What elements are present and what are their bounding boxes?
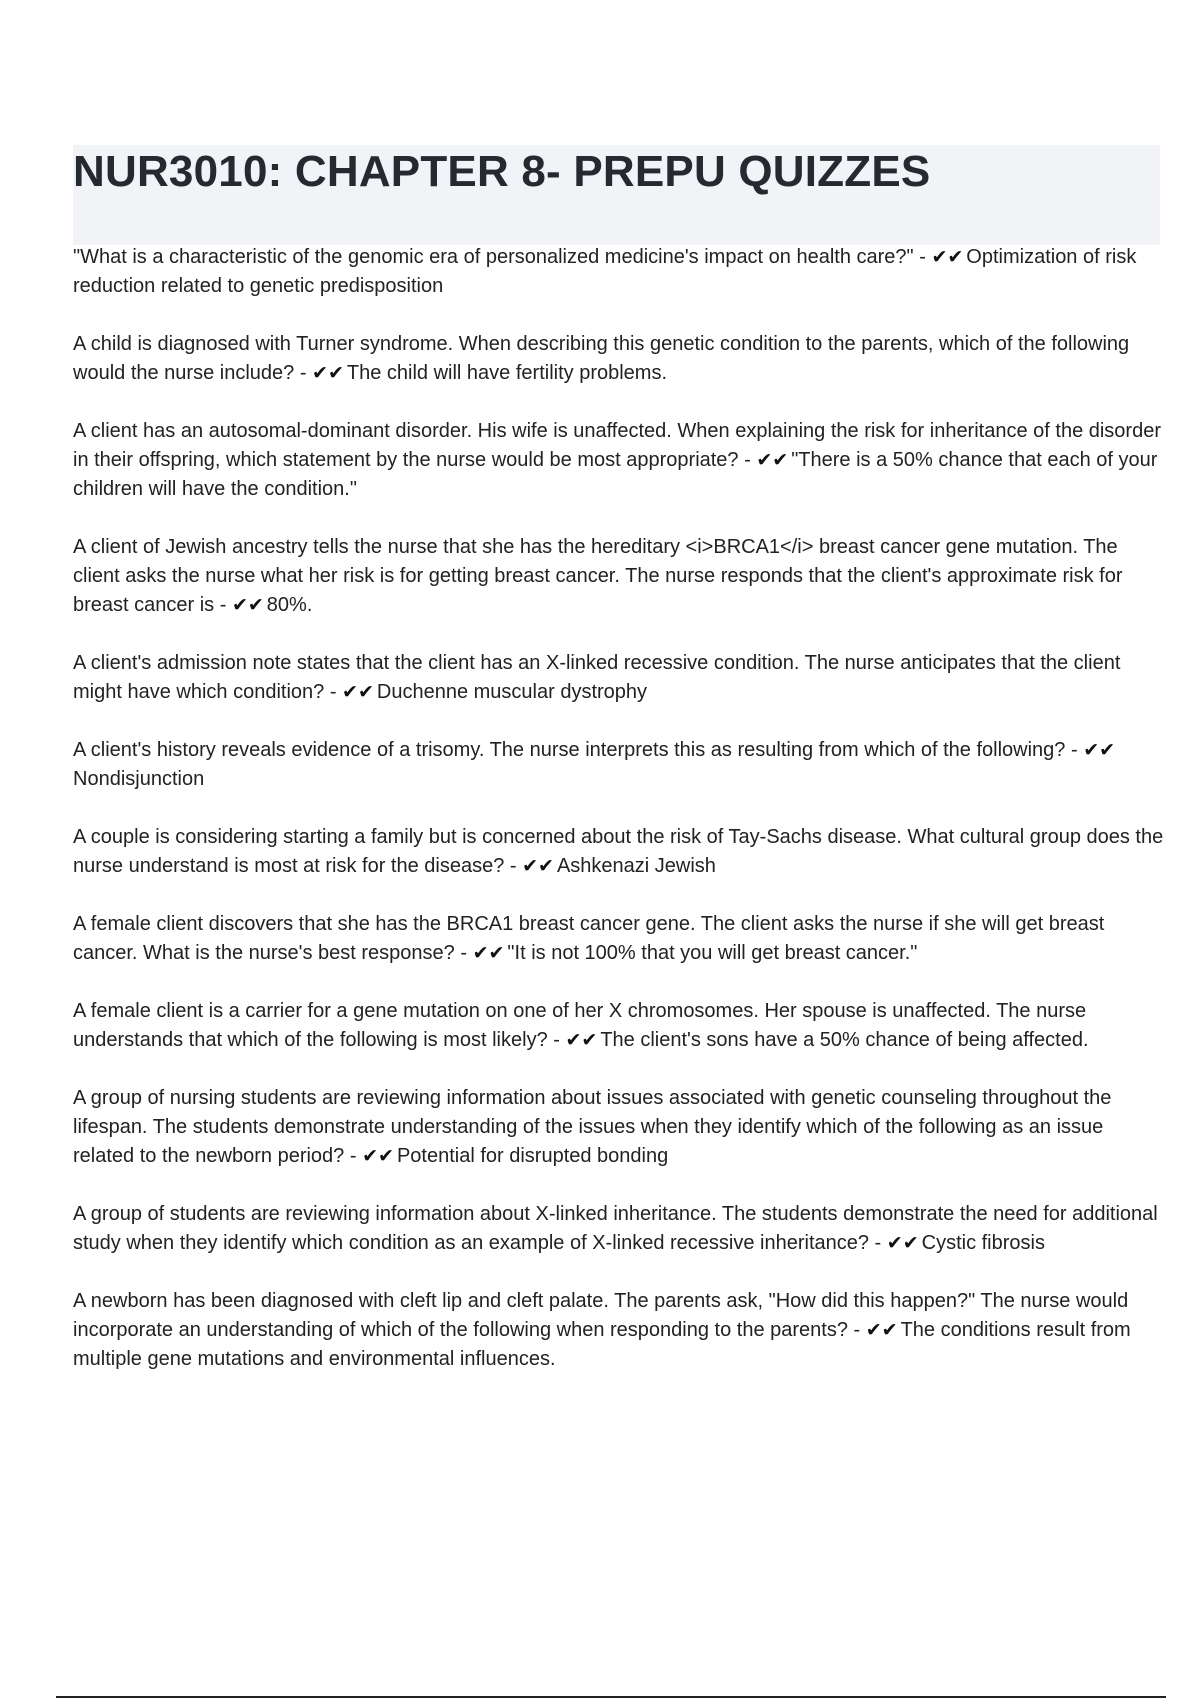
answer-text: Cystic fibrosis [921,1232,1045,1254]
answer-text: 80%. [266,594,313,616]
question-text: A group of students are reviewing information about X-linked inheritance. The students demonstrate the need for additional study when they identify which condition as an example of X-linked recessive inheritance? [73,1203,1158,1254]
question-text: A client has an autosomal-dominant disorder. His wife is unaffected. When explaining the risk for inheritance of the disorder in their offspring, which statement by the nurse would be most appropriate? [73,420,1161,471]
question-text: A female client is a carrier for a gene mutation on one of her X chromosomes. Her spouse is unaffected. The nurse understands that which of the following is most likely? [73,1000,1087,1051]
question-text: "What is a characteristic of the genomic era of personalized medicine's impact on health care?" [73,246,914,268]
qa-list [73,243,1165,1403]
question-text: A client of Jewish ancestry tells the nurse that she has the hereditary <i>BRCA1</i> breast cancer gene mutation. The client asks the nurse what her risk is for getting breast cancer. The nurse responds that the client's approximate risk for breast cancer is [73,536,1123,616]
separator: - [344,1145,363,1167]
check-icon: ✔✔ [472,943,505,964]
qa-item [73,330,1165,388]
qa-item [73,736,1165,794]
qa-item [73,533,1165,620]
question-text: A newborn has been diagnosed with cleft lip and cleft palate. The parents ask, "How did this happen?" The nurse would incorporate an understanding of which of the following when responding to the parents? [73,1290,1129,1341]
check-icon: ✔✔ [886,1233,919,1254]
qa-item [73,1200,1165,1258]
separator: - [913,246,932,268]
check-icon: ✔✔ [756,450,789,471]
separator: - [869,1232,887,1254]
question-text: A couple is considering starting a family but is concerned about the risk of Tay-Sachs disease. What cultural group does the nurse understand is most at risk for the disease? [73,826,1164,877]
check-icon: ✔✔ [565,1030,598,1051]
answer-text: The conditions result from multiple gene mutations and environmental influences. [73,1319,1131,1370]
check-icon: ✔✔ [231,595,264,616]
qa-item [73,243,1165,301]
check-icon: ✔✔ [312,363,344,384]
qa-item [73,649,1165,707]
check-icon: ✔✔ [342,682,374,703]
answer-text: "There is a 50% chance that each of your children will have the condition." [73,449,1158,500]
question-text: A child is diagnosed with Turner syndrome. When describing this genetic condition to the parents, which of the following would the nurse include? [73,333,1130,384]
question-text: A female client discovers that she has the BRCA1 breast cancer gene. The client asks the nurse if she will get breast cancer. What is the nurse's best response? [73,913,1105,964]
check-icon: ✔✔ [1083,740,1116,761]
answer-text: The client's sons have a 50% chance of being affected. [600,1029,1089,1051]
check-icon: ✔✔ [931,247,964,268]
answer-text: Ashkenazi Jewish [556,855,716,877]
separator: - [738,449,757,471]
question-text: A client's history reveals evidence of a trisomy. The nurse interprets this as resulting from which of the following? [73,739,1066,761]
separator: - [547,1029,566,1051]
separator: - [214,594,232,616]
answer-text: "It is not 100% that you will get breast cancer." [507,942,918,964]
check-icon: ✔✔ [522,856,554,877]
separator: - [324,681,343,703]
answer-text: Nondisjunction [73,768,205,790]
qa-item [73,997,1165,1055]
page-title: NUR3010: CHAPTER 8- PREPU QUIZZES [73,147,931,196]
separator: - [847,1319,866,1341]
qa-item [73,823,1165,881]
separator: - [504,855,523,877]
qa-item [73,910,1165,968]
question-text: A group of nursing students are reviewing information about issues associated with genetic counseling throughout the lifespan. The students demonstrate understanding of the issues when they identify which of the following as an issue related to the newborn period? [73,1087,1112,1167]
check-icon: ✔✔ [362,1146,394,1167]
answer-text: Duchenne muscular dystrophy [376,681,648,703]
qa-item [73,1287,1165,1374]
qa-item [73,417,1165,504]
qa-item [73,1084,1165,1171]
check-icon: ✔✔ [865,1320,898,1341]
answer-text: Potential for disrupted bonding [396,1145,669,1167]
bottom-divider [56,1696,1166,1698]
separator: - [1065,739,1084,761]
answer-text: The child will have fertility problems. [346,362,668,384]
question-text: A client's admission note states that the client has an X-linked recessive condition. The nurse anticipates that the client might have which condition? [73,652,1121,703]
separator: - [294,362,313,384]
answer-text: Optimization of risk reduction related to genetic predisposition [73,246,1137,297]
separator: - [454,942,473,964]
